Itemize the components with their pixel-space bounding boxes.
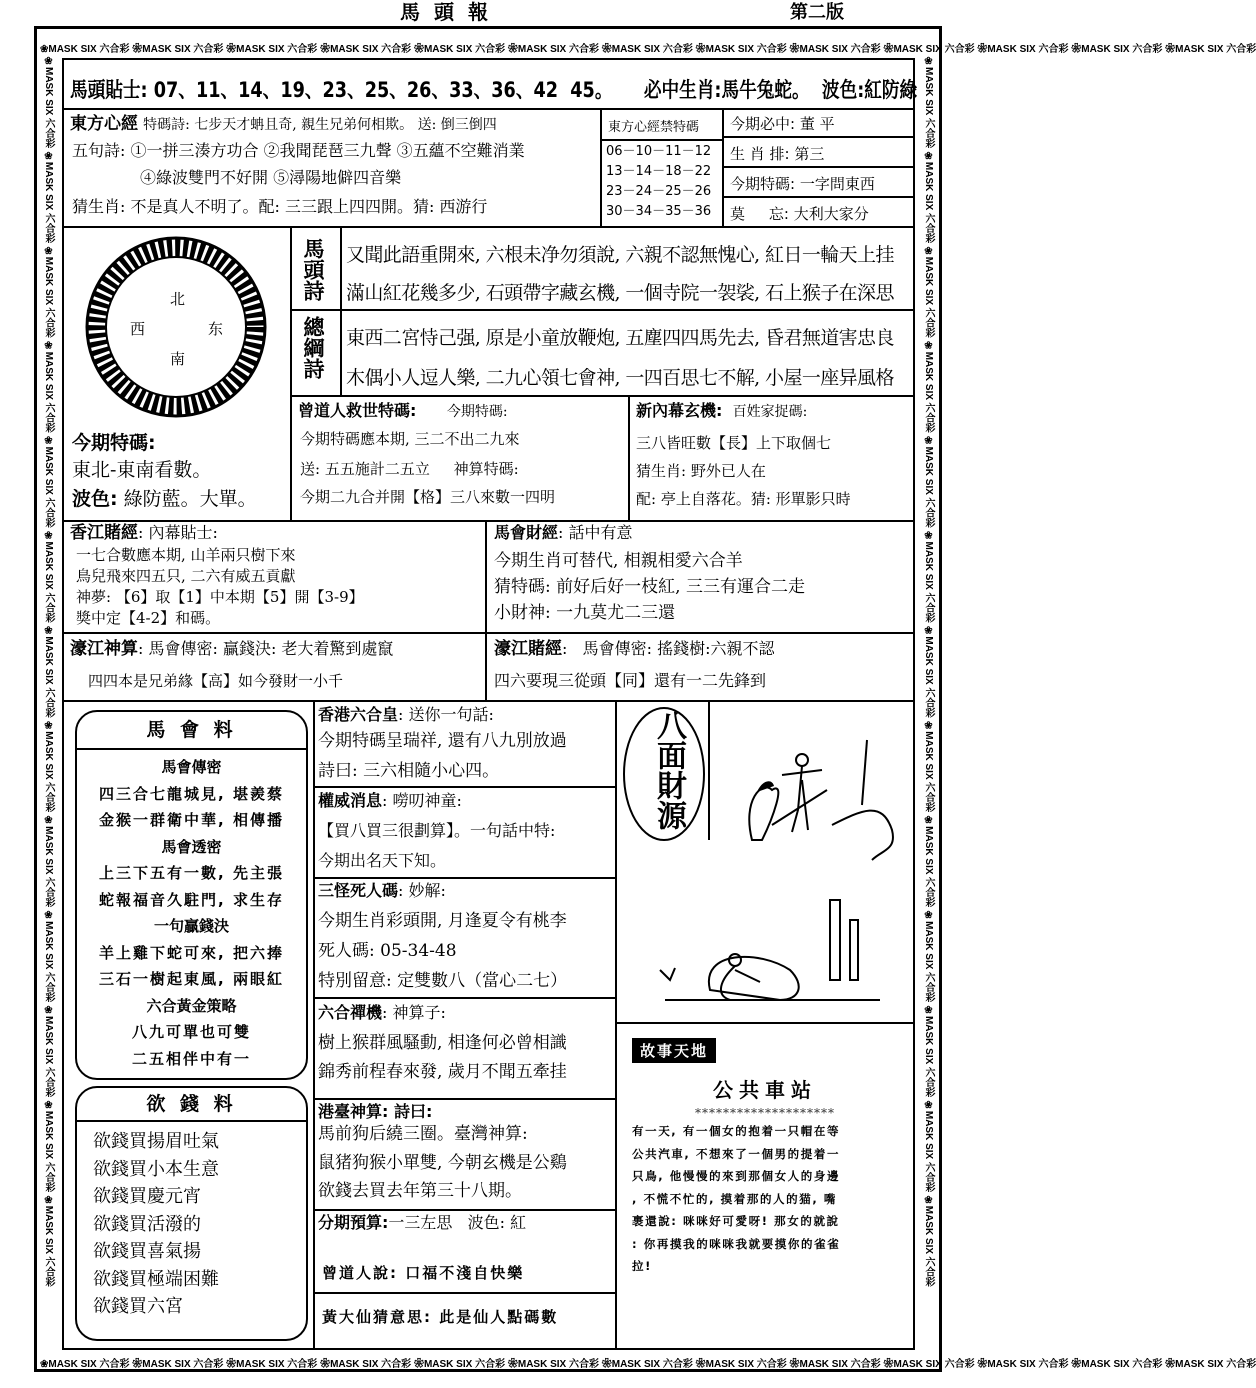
- story-line: : 你再摸我的咪咪我就要摸你的雀雀: [632, 1236, 841, 1251]
- chanji-title: 六合禪機: [318, 1003, 383, 1022]
- sanguai-line: 今期生肖彩頭開, 月逢夏令有桃李: [318, 911, 567, 931]
- text-line: 蛇報福音久駐門, 求生存: [99, 890, 284, 909]
- lady-rock-illustration-icon: [640, 890, 900, 1015]
- five-poem-1: [72, 140, 525, 162]
- yuqian-liao-box: [75, 1086, 308, 1341]
- hk-liuhe-title-row: [318, 704, 494, 726]
- text-line: 神夢: 【6】取【1】中本期【5】開【3-9】: [76, 588, 364, 606]
- info-value: 董 平: [799, 115, 835, 133]
- gangtai-line: 欲錢去買去年第三十八期。: [318, 1181, 522, 1201]
- yuqian-liao-title: 欲 錢 料: [77, 1088, 306, 1122]
- sanguai-title-row: [318, 880, 446, 902]
- haojiang-dujing-line: 四六要現三從頭【同】還有一二先鋒到: [494, 671, 767, 690]
- matou-poem-label: 馬頭詩: [301, 238, 325, 301]
- text-line: 欲錢買揚眉吐氣: [93, 1131, 219, 1152]
- info-row: [724, 108, 915, 138]
- edition-label: 第二版: [790, 2, 844, 23]
- gangtai-line: 鼠猪狗猴小單雙, 今朝玄機是公鷄: [318, 1153, 567, 1173]
- haojiang-shensuan-title-row: [70, 638, 393, 660]
- zeng-line: 今期二九合并開【格】三八來數一四明: [300, 488, 556, 506]
- story-title: 公共車站: [713, 1078, 817, 1102]
- ban-row: 06－10－11－12: [606, 144, 712, 159]
- zeng-line: 今期特碼應本期, 三二不出二九來: [300, 430, 520, 448]
- text-line: 欲錢買喜氣揚: [93, 1241, 201, 1262]
- haojiang-dujing-title: 濠江賭經: [494, 639, 562, 659]
- zeng-sub: 今期特碼:: [446, 404, 508, 420]
- compass-south: 南: [170, 350, 186, 368]
- tips-numbers: 07、11、14、19、23、25、26、33、36、42 45。: [153, 78, 613, 102]
- xinneimu-line: 猜生肖: 野外已人在: [636, 462, 766, 480]
- text-line: 上三下五有一數, 先主張: [99, 864, 284, 882]
- xinneimu-box: [636, 400, 807, 423]
- xiangjiang-sub: : 內幕貼士:: [138, 523, 218, 542]
- haojiang-shensuan-sub: : 馬會傳密: 贏錢決: 老大着驚到處竄: [138, 639, 394, 658]
- tips-label: 馬頭貼士:: [70, 78, 148, 102]
- mahui-liao-box: [75, 710, 308, 1080]
- sanguai-line: 死人碼: 05-34-48: [318, 941, 457, 961]
- section-heading: 一句贏錢決: [153, 917, 229, 935]
- five-poem-2: ④綠波雙門不好開 ⑤潯陽地僻四音樂: [140, 168, 402, 187]
- gangtai-line: 馬前狗后繞三圈。臺灣神算:: [318, 1124, 528, 1144]
- zodiac-value: 馬牛兔蛇。: [721, 78, 810, 102]
- info-label: 今期必中:: [730, 115, 796, 133]
- sanguai-sub: : 妙解:: [398, 881, 446, 900]
- xinneimu-sub: 百姓家捉碼:: [732, 404, 808, 420]
- hk-liuhe-line: 今期特碼呈瑞祥, 還有八九別放過: [318, 731, 567, 751]
- quanwei-line: 今期出名天下知。: [318, 851, 447, 870]
- poem-line: 滿山紅花幾多少, 石頭帶字藏玄機, 一個寺院一袈裟, 石上猴子在深思: [346, 282, 894, 304]
- border-right: ❀MASK SIX 六合彩 ❀MASK SIX 六合彩 ❀MASK SIX 六合彩 ❀MASK SIX 六合彩 ❀MASK SIX 六合彩 ❀MASK SIX 六合彩 ❀MASK SIX 六合彩 ❀MASK SIX 六合彩 ❀MASK SIX 六合彩 ❀MASK SIX 六合彩 ❀MASK SIX 六合彩 ❀MASK SIX 六合彩 ❀MASK SIX 六合彩: [923, 56, 934, 1287]
- poem-line: 木偶小人逗人樂, 二九心領七會神, 一四百思七不解, 小屋一座异風格: [346, 367, 894, 389]
- xiangjiang-title: 香江賭經: [70, 523, 138, 543]
- info-row: [724, 168, 915, 198]
- ban-row: 30－34－35－36: [606, 204, 712, 219]
- section-heading: 六合黃金策略: [146, 996, 237, 1015]
- info-label: 今期特碼:: [730, 175, 796, 193]
- five-line-1: ①一拼三湊方功合 ②我聞琵琶三九聲 ③五蘊不空難消業: [130, 141, 525, 160]
- ban-table: [606, 142, 711, 222]
- text-line: 金猴一群衛中華, 相傳播: [99, 811, 284, 829]
- fenqi-title: 分期預算:: [318, 1213, 389, 1232]
- text-line: 欲錢買小本生意: [93, 1158, 219, 1180]
- section-heading: 馬會傳密: [161, 758, 222, 776]
- info-row: [724, 138, 915, 168]
- text-line: 三石一樹起東風, 兩眼紅: [99, 970, 284, 988]
- zonggang-poem: [346, 318, 894, 398]
- text-line: 鳥兒飛來四五只, 二六有威五貢獻: [76, 567, 296, 585]
- bamian-title: 八面財源: [651, 710, 686, 830]
- zeng-line-b: 神算特碼:: [453, 460, 519, 478]
- border-bottom: ❀MASK SIX 六合彩 ❀MASK SIX 六合彩 ❀MASK SIX 六合彩 ❀MASK SIX 六合彩 ❀MASK SIX 六合彩 ❀MASK SIX 六合彩 ❀MASK SIX 六合彩 ❀MASK SIX 六合彩 ❀MASK SIX 六合彩 ❀MASK SIX 六合彩 ❀MASK SIX 六合彩 ❀MASK SIX 六合彩 ❀MASK SIX 六合彩: [40, 1359, 1256, 1370]
- today-color-label: 波色:: [72, 488, 118, 510]
- zodiac-label: 必中生肖:: [643, 78, 722, 102]
- text-line: 欲錢買活潑的: [93, 1213, 201, 1235]
- fenqi-value: 一三左思 波色: 紅: [388, 1213, 527, 1232]
- today-color: [72, 484, 257, 511]
- story-line: 拉!: [632, 1259, 652, 1273]
- haojiang-shensuan-title: 濠江神算: [70, 639, 138, 659]
- mahui-caijing-sub: : 話中有意: [558, 523, 633, 542]
- dongfang-title: 東方心經: [70, 114, 138, 134]
- info-value: 大利大家分: [793, 205, 869, 223]
- five-label: 五句詩:: [72, 141, 126, 160]
- huang-daxian: 黃大仙猜意思: 此是仙人點碼數: [322, 1308, 559, 1326]
- info-table: [724, 108, 915, 226]
- ban-row: 13－14－18－22: [606, 164, 712, 179]
- text-line: 八九可單也可雙: [131, 1023, 251, 1041]
- text-line: 欲錢買慶元宵: [93, 1186, 201, 1207]
- zeng-line-a: 送: 五五施計二五立: [300, 460, 430, 478]
- text-line: 獎中定【4-2】和碼。: [76, 609, 221, 627]
- poem-line: 又聞此語重開來, 六根未净勿須說, 六親不認無愧心, 紅日一輪天上挂: [346, 244, 894, 266]
- haojiang-dujing-title-row: [494, 638, 775, 660]
- compass-west: 西: [130, 320, 146, 338]
- text-line: 一七合數應本期, 山羊兩只樹下來: [76, 546, 296, 564]
- xiangjiang-title-row: [70, 522, 218, 544]
- ban-table-title: 東方心經禁特碼: [608, 120, 700, 135]
- mahui-liao-title: 馬 會 料: [77, 712, 306, 750]
- info-label: 莫 忘:: [730, 205, 789, 223]
- mahui-caijing-title: 馬會財經: [494, 523, 559, 542]
- haojiang-dujing-sub: : 馬會傳密: 搖錢樹:六親不認: [562, 639, 775, 658]
- zeng-box: [298, 400, 508, 423]
- text-line: 今期生肖可替代, 相親相愛六合羊: [494, 551, 743, 571]
- sanguai-line: 特別留意: 定雙數八（當心二七）: [318, 971, 568, 991]
- chanji-sub: : 神算子:: [382, 1003, 446, 1022]
- dongfang-poem: [70, 113, 497, 136]
- poem-line: 東西二宮恃己强, 原是小童放鞭炮, 五塵四四馬先去, 昏君無道害忠良: [346, 327, 894, 349]
- story-line: 裹還說: 咪咪好可愛呀! 那女的就說: [632, 1214, 840, 1228]
- info-value: 一字問東西: [799, 175, 875, 193]
- xinneimu-line: 配: 亭上自落花。猜: 形單影只時: [636, 490, 851, 508]
- story-line: , 不慌不忙的, 摸着那的人的猫, 嘴: [632, 1191, 838, 1206]
- zonggang-poem-label: 總綱詩: [301, 316, 325, 379]
- quanwei-sub: : 嘮叨神童:: [382, 791, 462, 810]
- xinneimu-line: 三八皆旺數【長】上下取個七: [636, 434, 832, 452]
- zeng-says: 曾道人說: 口福不淺自快樂: [322, 1264, 525, 1282]
- story-line: 有一天, 有一個女的抱着一只帽在等: [632, 1124, 841, 1138]
- border-top: ❀MASK SIX 六合彩 ❀MASK SIX 六合彩 ❀MASK SIX 六合彩 ❀MASK SIX 六合彩 ❀MASK SIX 六合彩 ❀MASK SIX 六合彩 ❀MASK SIX 六合彩 ❀MASK SIX 六合彩 ❀MASK SIX 六合彩 ❀MASK SIX 六合彩 ❀MASK SIX 六合彩 ❀MASK SIX 六合彩 ❀MASK SIX 六合彩: [40, 44, 1256, 55]
- today-label: 今期特碼:: [72, 432, 156, 454]
- hk-liuhe-sub: : 送你一句話:: [398, 705, 494, 724]
- story-body: [632, 1120, 840, 1278]
- today-color-value: 綠防藍。大單。: [123, 488, 257, 510]
- text-line: 二五相伴中有一: [131, 1049, 251, 1068]
- compass-dial-icon: [85, 236, 267, 418]
- text-line: 猜特碼: 前好后好一枝紅, 三三有運合二走: [494, 577, 805, 597]
- xinneimu-title: 新內幕玄機:: [636, 401, 723, 420]
- chanji-title-row: [318, 1002, 446, 1024]
- chanji-line: 錦秀前程春來發, 歲月不聞五牽挂: [318, 1062, 567, 1082]
- section-heading: 馬會透密: [161, 837, 222, 856]
- text-line: 四三合七龍城見, 堪羨蔡: [99, 784, 284, 803]
- story-tag: 故事天地: [632, 1038, 716, 1063]
- text-line: 小財神: 一九莫尤二三還: [494, 603, 676, 623]
- haojiang-shensuan-line: 四四本是兄弟緣【高】如今發財一小千: [88, 672, 344, 690]
- quanwei-title: 權威消息: [318, 791, 383, 810]
- compass-north: 北: [170, 290, 186, 308]
- compass-east: 东: [208, 320, 224, 338]
- gangtai-title: 港臺神算: 詩曰:: [318, 1102, 433, 1121]
- fenqi-row: [318, 1212, 526, 1234]
- quanwei-title-row: [318, 790, 462, 812]
- mahui-caijing-lines: [494, 548, 805, 626]
- hk-liuhe-title: 香港六合皇: [318, 705, 399, 724]
- zeng-line: [300, 458, 519, 480]
- today-line: 東北-東南看數。: [72, 459, 212, 481]
- yuqian-liao-list: [77, 1122, 306, 1321]
- mahui-liao-list: [77, 750, 306, 1072]
- story-line: 公共汽車, 不想來了一個男的提着一: [632, 1146, 841, 1161]
- quanwei-line: 【買八買三很劃算】。一句話中特:: [318, 821, 556, 840]
- text-line: 欲錢買六宮: [93, 1296, 183, 1317]
- story-line: 只鳥, 他慢慢的來到那個女人的身邊: [632, 1169, 841, 1183]
- header-row: [70, 74, 917, 104]
- info-label: 生 肖 排:: [730, 145, 790, 163]
- sanguai-title: 三怪死人碼: [318, 881, 399, 900]
- ban-row: 23－24－25－26: [606, 184, 712, 199]
- info-value: 第三: [794, 145, 825, 163]
- zodiac-row: [644, 74, 917, 104]
- color-label: 波色:: [821, 78, 865, 102]
- color-value: 紅防綠: [864, 78, 918, 102]
- dongfang-poem-line: 特碼詩: 七步天才蚺且奇, 親生兄弟何相欺。 送: 倒三倒四: [143, 117, 497, 133]
- text-line: 羊上雞下蛇可來, 把六捧: [99, 943, 284, 962]
- masthead-title: 馬頭報: [400, 0, 502, 24]
- border-left: ❀MASK SIX 六合彩 ❀MASK SIX 六合彩 ❀MASK SIX 六合彩 ❀MASK SIX 六合彩 ❀MASK SIX 六合彩 ❀MASK SIX 六合彩 ❀MASK SIX 六合彩 ❀MASK SIX 六合彩 ❀MASK SIX 六合彩 ❀MASK SIX 六合彩 ❀MASK SIX 六合彩 ❀MASK SIX 六合彩 ❀MASK SIX 六合彩: [43, 56, 54, 1287]
- swordsman-illustration-icon: [712, 720, 907, 850]
- mahui-caijing-title-row: [494, 522, 633, 544]
- matou-poem: [346, 236, 894, 312]
- story-divider: ********************: [695, 1106, 835, 1120]
- chanji-line: 樹上猴群風騷動, 相逢何必曾相識: [318, 1033, 567, 1053]
- info-row: [724, 198, 915, 226]
- xiangjiang-lines: [76, 545, 364, 629]
- guess-line: 猜生肖: 不是真人不明了。配: 三三跟上四四開。猜: 西游行: [72, 197, 488, 216]
- hk-liuhe-line: 詩曰: 三六相隨小心四。: [318, 761, 500, 781]
- text-line: 欲錢買極端困難: [93, 1268, 219, 1290]
- zeng-title: 曾道人救世特碼:: [298, 401, 417, 420]
